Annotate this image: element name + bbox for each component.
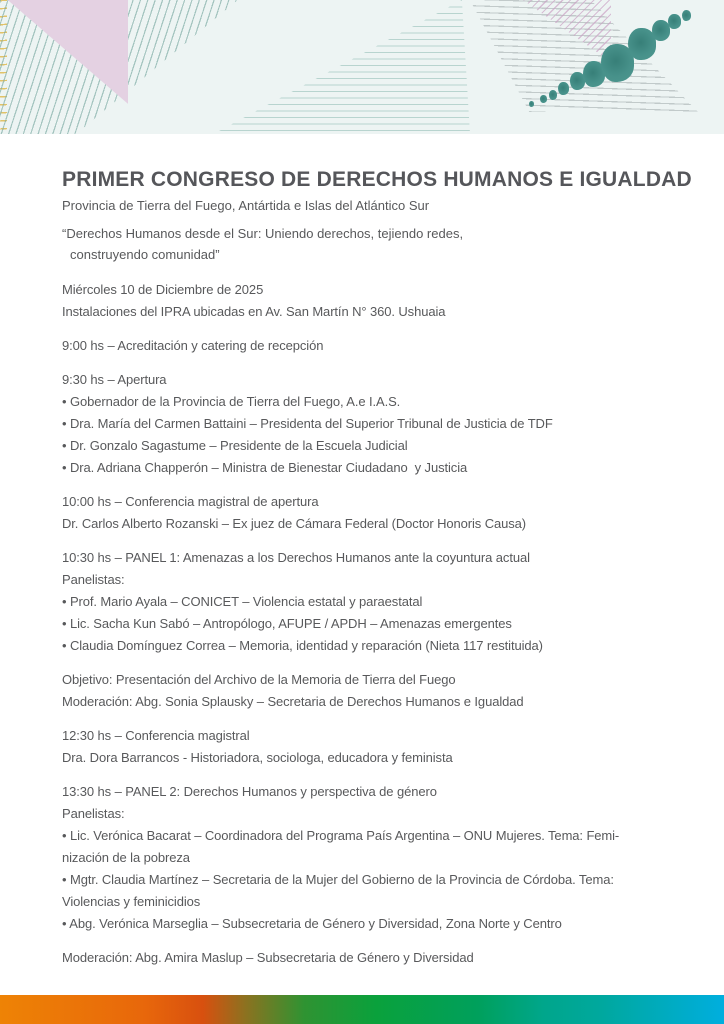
paint-dot xyxy=(682,10,691,21)
motto-line: “Derechos Humanos desde el Sur: Uniendo derechos, tejiendo redes, xyxy=(62,226,464,241)
schedule-block-date-location xyxy=(62,279,704,323)
paint-dot xyxy=(558,82,569,95)
event-date: Miércoles 10 de Diciembre de 2025 xyxy=(62,282,264,297)
speaker-item: • Mgtr. Claudia Martínez – Secretaria de la Mujer del Gobierno de la Provincia de Córdoba. Tema: xyxy=(62,872,614,887)
paint-dot xyxy=(549,90,557,100)
speaker-item: • Claudia Domínguez Correa – Memoria, identidad y reparación (Nieta 117 restituida) xyxy=(62,638,543,653)
speaker-item: • Dra. Adriana Chapperón – Ministra de Bienestar Ciudadano y Justicia xyxy=(62,460,468,475)
schedule-block-conferencia-magistral xyxy=(62,725,704,769)
pyramid-stripes-left-decoration xyxy=(200,0,470,134)
motto-line: construyendo comunidad” xyxy=(70,247,220,262)
speaker-item: • Lic. Verónica Bacarat – Coordinadora del Programa País Argentina – ONU Mujeres. Tema: Femi- xyxy=(62,828,620,843)
speaker-item-continuation: nización de la pobreza xyxy=(62,850,190,865)
moderation-line: Moderación: Abg. Sonia Splausky – Secretaria de Derechos Humanos e Igualdad xyxy=(62,694,524,709)
speaker-item: • Dr. Gonzalo Sagastume – Presidente de la Escuela Judicial xyxy=(62,438,408,453)
schedule-line: 9:30 hs – Apertura xyxy=(62,372,167,387)
paint-dot xyxy=(668,14,681,29)
schedule-line: 10:30 hs – PANEL 1: Amenazas a los Derechos Humanos ante la coyuntura actual xyxy=(62,550,530,565)
schedule-block-apertura xyxy=(62,369,704,479)
paint-dot xyxy=(529,101,534,107)
document-body xyxy=(62,166,704,981)
speaker-item: • Prof. Mario Ayala – CONICET – Violencia estatal y paraestatal xyxy=(62,594,423,609)
schedule-line: 10:00 hs – Conferencia magistral de apertura xyxy=(62,494,319,509)
speaker-item: • Abg. Verónica Marseglia – Subsecretaria de Género y Diversidad, Zona Norte y Centro xyxy=(62,916,562,931)
page-title: PRIMER CONGRESO DE DERECHOS HUMANOS E IGUALDAD xyxy=(62,168,692,191)
speaker-item: Dr. Carlos Alberto Rozanski – Ex juez de Cámara Federal (Doctor Honoris Causa) xyxy=(62,516,527,531)
footer-gradient-bar xyxy=(0,995,724,1024)
page-subtitle: Provincia de Tierra del Fuego, Antártida e Islas del Atlántico Sur xyxy=(62,198,430,213)
paint-dot xyxy=(540,95,547,103)
schedule-line: 12:30 hs – Conferencia magistral xyxy=(62,728,250,743)
header-artwork xyxy=(0,0,724,134)
schedule-line: 9:00 hs – Acreditación y catering de recepción xyxy=(62,338,324,353)
moderation-line: Moderación: Abg. Amira Maslup – Subsecretaria de Género y Diversidad xyxy=(62,950,474,965)
objective-line: Objetivo: Presentación del Archivo de la Memoria de Tierra del Fuego xyxy=(62,672,456,687)
schedule-block-panel-1 xyxy=(62,547,704,657)
schedule-block-moderacion-final xyxy=(62,947,704,969)
panelists-label: Panelistas: xyxy=(62,572,125,587)
speaker-item-continuation: Violencias y feminicidios xyxy=(62,894,201,909)
speaker-item: • Dra. María del Carmen Battaini – Presidenta del Superior Tribunal de Justicia de TDF xyxy=(62,416,553,431)
schedule-block-conferencia-apertura xyxy=(62,491,704,535)
speaker-item: • Lic. Sacha Kun Sabó – Antropólogo, AFUPE / APDH – Amenazas emergentes xyxy=(62,616,512,631)
speaker-item: Dra. Dora Barrancos - Historiadora, sociologa, educadora y feminista xyxy=(62,750,453,765)
schedule-line: 13:30 hs – PANEL 2: Derechos Humanos y perspectiva de género xyxy=(62,784,437,799)
congress-motto xyxy=(62,223,704,265)
schedule-block-panel-2 xyxy=(62,781,704,935)
schedule-block-accreditation xyxy=(62,335,704,357)
panelists-label: Panelistas: xyxy=(62,806,125,821)
event-location: Instalaciones del IPRA ubicadas en Av. San Martín N° 360. Ushuaia xyxy=(62,304,446,319)
schedule-block-objetivo xyxy=(62,669,704,713)
speaker-item: • Gobernador de la Provincia de Tierra del Fuego, A.e I.A.S. xyxy=(62,394,401,409)
